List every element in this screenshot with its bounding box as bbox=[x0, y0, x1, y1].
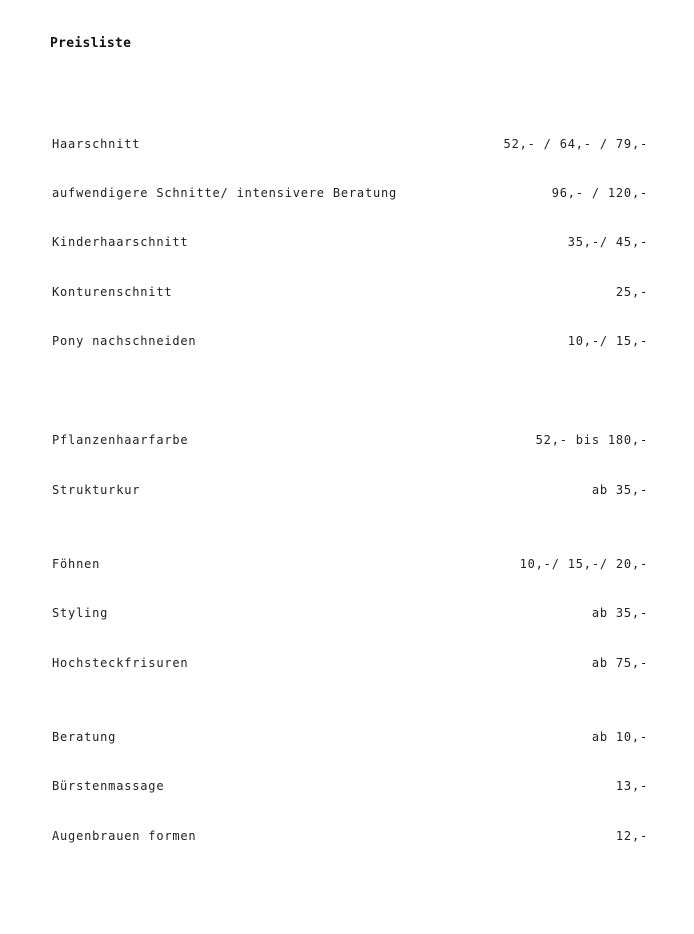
service-price: ab 10,- bbox=[591, 730, 648, 744]
service-label: Haarschnitt bbox=[52, 137, 141, 151]
price-row-buerstenmassage bbox=[52, 777, 648, 795]
service-label: Hochsteckfrisuren bbox=[52, 656, 189, 670]
service-label: Kinderhaarschnitt bbox=[52, 235, 189, 249]
service-price: 10,-/ 15,-/ 20,- bbox=[519, 557, 648, 571]
service-label: Föhnen bbox=[52, 557, 101, 571]
service-label: Beratung bbox=[52, 730, 117, 744]
service-price: ab 75,- bbox=[591, 656, 648, 670]
price-row-augenbrauen-formen bbox=[52, 827, 648, 845]
service-price: 25,- bbox=[615, 285, 648, 299]
page-title: Preisliste bbox=[50, 36, 132, 51]
service-label: Pflanzenhaarfarbe bbox=[52, 433, 189, 447]
service-price: 13,- bbox=[615, 779, 648, 793]
price-row-pflanzenhaarfarbe bbox=[52, 431, 648, 449]
price-row-hochsteckfrisuren bbox=[52, 654, 648, 672]
service-price: 52,- bis 180,- bbox=[535, 433, 648, 447]
price-row-aufwendigere-schnitte bbox=[52, 184, 648, 202]
service-price: ab 35,- bbox=[591, 483, 648, 497]
price-row-strukturkur bbox=[52, 481, 648, 499]
service-label: aufwendigere Schnitte/ intensivere Beratung bbox=[52, 186, 398, 200]
service-label: Augenbrauen formen bbox=[52, 829, 197, 843]
service-label: Pony nachschneiden bbox=[52, 334, 197, 348]
price-row-beratung bbox=[52, 728, 648, 746]
service-price: 12,- bbox=[615, 829, 648, 843]
price-row-styling bbox=[52, 604, 648, 622]
service-label: Strukturkur bbox=[52, 483, 141, 497]
service-label: Konturenschnitt bbox=[52, 285, 173, 299]
service-price: 35,-/ 45,- bbox=[567, 235, 648, 249]
price-row-foehnen bbox=[52, 555, 648, 573]
service-price: 52,- / 64,- / 79,- bbox=[503, 137, 648, 151]
service-price: 10,-/ 15,- bbox=[567, 334, 648, 348]
price-row-konturenschnitt bbox=[52, 283, 648, 301]
price-row-haarschnitt bbox=[52, 135, 648, 153]
service-price: 96,- / 120,- bbox=[551, 186, 648, 200]
service-label: Bürstenmassage bbox=[52, 779, 165, 793]
service-label: Styling bbox=[52, 606, 109, 620]
price-row-pony-nachschneiden bbox=[52, 332, 648, 350]
service-price: ab 35,- bbox=[591, 606, 648, 620]
price-row-kinderhaarschnitt bbox=[52, 233, 648, 251]
